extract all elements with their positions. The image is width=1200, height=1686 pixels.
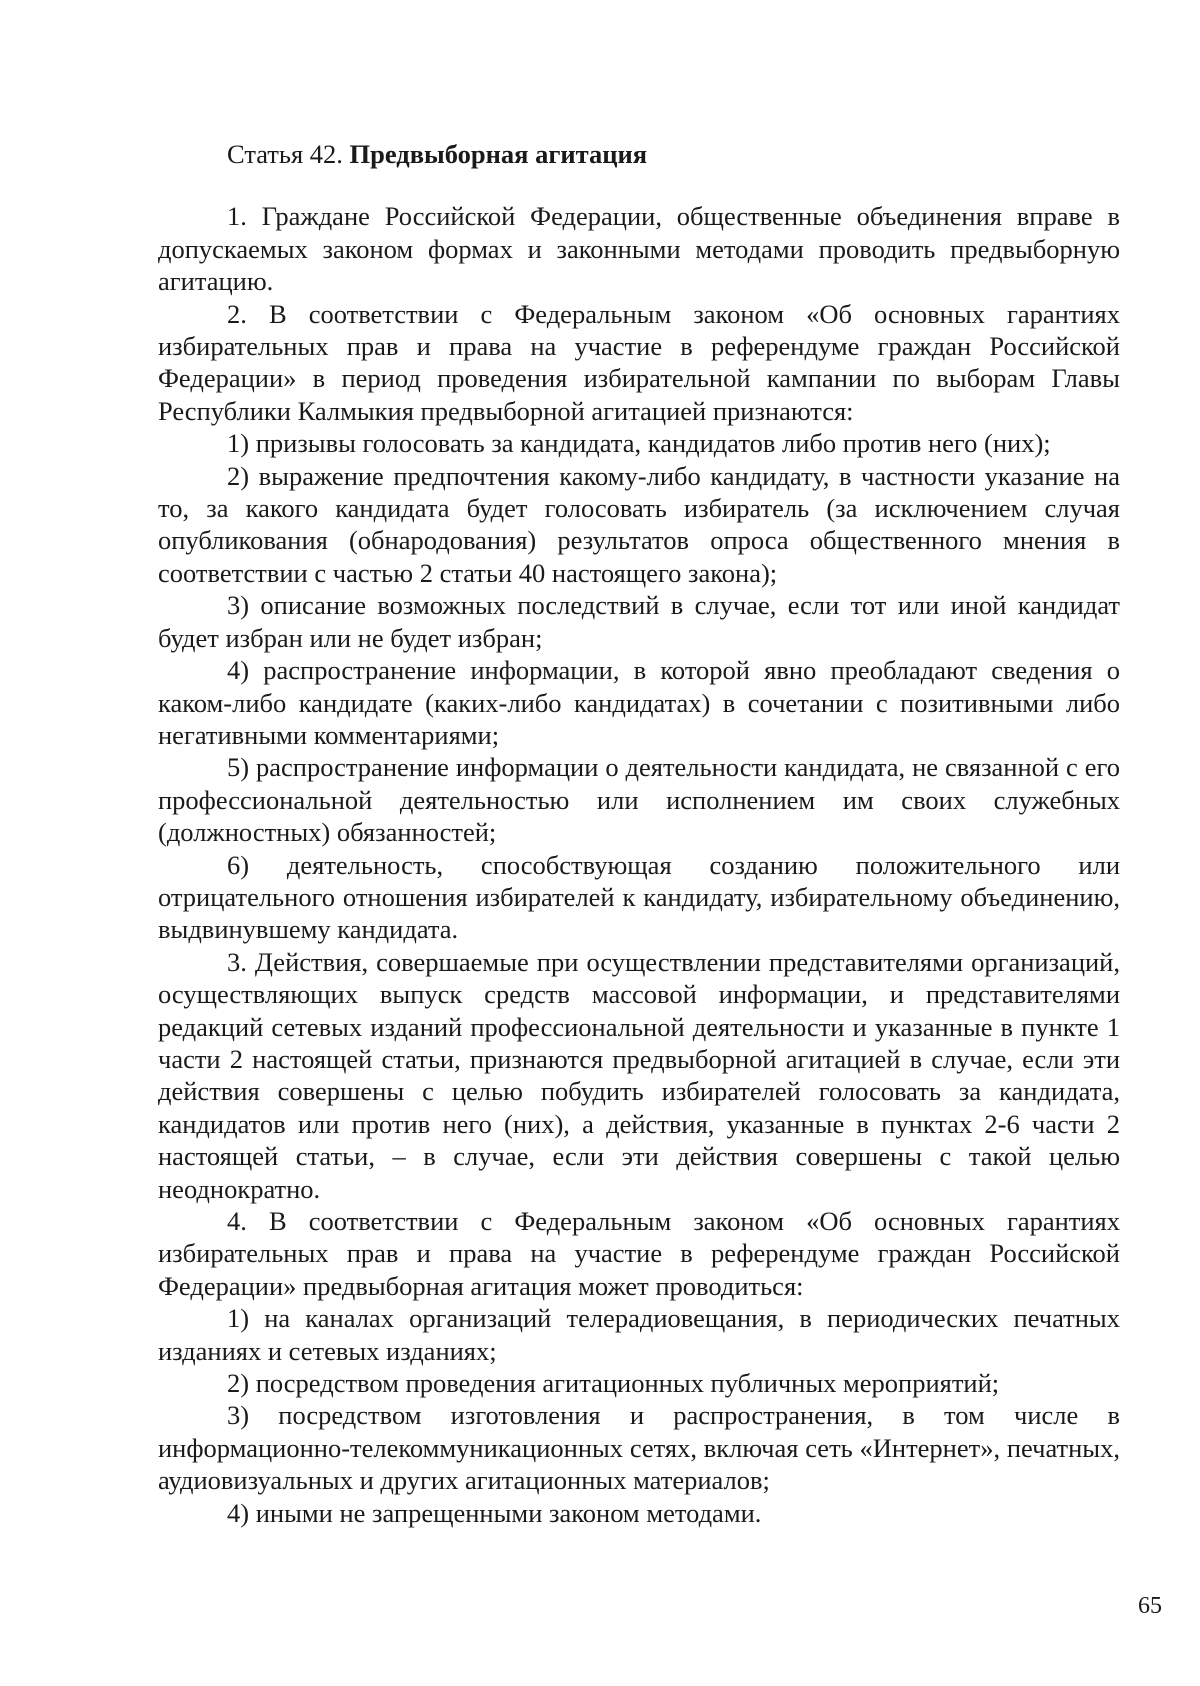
- paragraph-1: 1. Граждане Российской Федерации, общественные объединения вправе в допускаемых законом формах и законными методами проводить предвыборную агитацию.: [158, 201, 1120, 297]
- paragraph-4-item-2: 2) посредством проведения агитационных публичных мероприятий;: [227, 1368, 1000, 1399]
- page-number: 65: [1138, 1593, 1162, 1619]
- article-number: Статья 42.: [227, 139, 343, 169]
- document-body: [158, 138, 1120, 1529]
- paragraph-2-item-4: 4) распространение информации, в которой явно преобладают сведения о каком-либо кандидате (каких-либо кандидатах) в сочетании с позитивными либо негативными комментариями;: [158, 655, 1120, 750]
- paragraph-4: 4. В соответствии с Федеральным законом «Об основных гарантиях избирательных прав и права на участие в референдуме граждан Российской Федерации» предвыборная агитация может проводиться:: [158, 1206, 1120, 1301]
- paragraph-2-item-3: 3) описание возможных последствий в случае, если тот или иной кандидат будет избран или не будет избран;: [158, 590, 1120, 653]
- paragraph-2-item-1: 1) призывы голосовать за кандидата, кандидатов либо против него (них);: [227, 428, 1051, 459]
- paragraph-2-item-6: 6) деятельность, способствующая созданию положительного или отрицательного отношения избирателей к кандидату, избирательному объединению, выдвинувшему кандидата.: [158, 849, 1120, 945]
- paragraph-2-item-2: 2) выражение предпочтения какому-либо кандидату, в частности указание на то, за какого кандидата будет голосовать избиратель (за исключением случая опубликования (обнародования) результатов опроса общественного мнения в соответствии с частью 2 статьи 40 настоящего закона);: [158, 460, 1120, 588]
- paragraph-3: 3. Действия, совершаемые при осуществлении представителями организаций, осуществляющих выпуск средств массовой информации, и представителями редакций сетевых изданий профессиональной деятельности и указанные в пункте 1 части 2 настоящей статьи, признаются предвыборной агитацией в случае, если эти действия совершены с целью побудить избирателей голосовать за кандидата, кандидатов или против него (них), а действия, указанные в пунктах 2-6 части 2 настоящей статьи, – в случае, если эти действия совершены с такой целью неоднократно.: [158, 946, 1120, 1204]
- paragraph-2-item-5: 5) распространение информации о деятельности кандидата, не связанной с его профессиональной деятельностью или исполнением им своих служебных (должностных) обязанностей;: [158, 752, 1120, 848]
- paragraph-2: 2. В соответствии с Федеральным законом «Об основных гарантиях избирательных прав и права на участие в референдуме граждан Российской Федерации» в период проведения избирательной кампании по выборам Главы Республики Калмыкия предвыборной агитацией признаются:: [158, 298, 1120, 426]
- article-heading: [158, 138, 1120, 170]
- article-title: Предвыборная агитация: [349, 139, 648, 169]
- paragraph-4-item-4: 4) иными не запрещенными законом методами.: [227, 1497, 762, 1528]
- paragraph-4-item-3: 3) посредством изготовления и распространения, в том числе в информационно-телекоммуникационных сетях, включая сеть «Интернет», печатных, аудиовизуальных и других агитационных материалов;: [158, 1400, 1120, 1496]
- paragraph-4-item-1: 1) на каналах организаций телерадиовещания, в периодических печатных изданиях и сетевых изданиях;: [158, 1303, 1120, 1366]
